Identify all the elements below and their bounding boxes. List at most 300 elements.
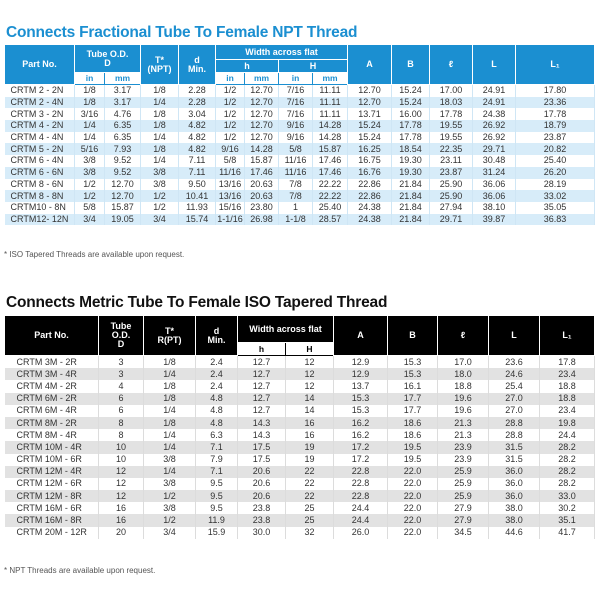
table-cell: 12.70	[245, 132, 279, 144]
table-cell: 11.11	[313, 97, 348, 109]
table-cell: 19.55	[430, 132, 473, 144]
table-cell: 33.0	[540, 490, 595, 502]
table-cell: 24.91	[473, 97, 516, 109]
table-cell: 17.46	[313, 155, 348, 167]
header-tube-od-label: Tube	[110, 321, 132, 331]
table-cell: 22.35	[430, 143, 473, 155]
part-number-cell: CRTM 6M - 4R	[5, 405, 99, 417]
part-number-cell: CRTM 3M - 4R	[5, 368, 99, 380]
table-cell: 11/16	[216, 167, 245, 179]
table-cell: 17.46	[245, 167, 279, 179]
table-cell: 1/8	[75, 85, 105, 97]
table-row	[5, 356, 595, 369]
table-row	[5, 441, 595, 453]
table-cell: 3.04	[179, 108, 216, 120]
table-row	[5, 454, 595, 466]
table-cell: 36.0	[489, 490, 540, 502]
table-cell: 11/16	[279, 167, 313, 179]
part-number-cell: CRTM 6 - 6N	[5, 167, 75, 179]
table-row	[5, 466, 595, 478]
table-cell: 16.76	[348, 167, 392, 179]
header-part-no: Part No.	[5, 45, 75, 85]
table-cell: 3/8	[144, 454, 196, 466]
table-cell: 14.28	[245, 143, 279, 155]
table-cell: 19.30	[392, 167, 430, 179]
table-cell: 9/16	[279, 120, 313, 132]
table-row	[5, 85, 595, 97]
table-cell: 22	[286, 490, 334, 502]
part-number-cell: CRTM 12M - 4R	[5, 466, 99, 478]
table-cell: 5/8	[75, 202, 105, 214]
table-row	[5, 417, 595, 429]
table-cell: 14.3	[238, 417, 286, 429]
table-cell: 28.8	[489, 429, 540, 441]
table-cell: 1/8	[144, 380, 196, 392]
table-cell: 17.5	[238, 454, 286, 466]
section1-footnote: * ISO Tapered Threads are available upon request.	[4, 250, 185, 259]
header-tube-od-symbol: D	[117, 339, 125, 349]
table-cell: 7.93	[105, 143, 141, 155]
table-cell: 12.70	[105, 190, 141, 202]
table-cell: 3/4	[141, 214, 179, 226]
table-cell: 41.7	[540, 527, 595, 539]
table-cell: 23.8	[238, 514, 286, 526]
table-cell: 27.9	[438, 502, 489, 514]
table-cell: 4.76	[105, 108, 141, 120]
header-h-small: h	[216, 60, 279, 73]
table-cell: 25	[286, 502, 334, 514]
part-number-cell: CRTM 8 - 8N	[5, 190, 75, 202]
table-cell: 16	[286, 417, 334, 429]
table-cell: 13/16	[216, 190, 245, 202]
table-cell: 36.0	[489, 478, 540, 490]
table-cell: 1/2	[141, 190, 179, 202]
table-row	[5, 97, 595, 109]
table-cell: 12	[99, 490, 144, 502]
table-cell: 17.8	[540, 356, 595, 369]
table-cell: 26.0	[334, 527, 388, 539]
table-cell: 2.4	[196, 368, 238, 380]
table-cell: 6.35	[105, 132, 141, 144]
table-cell: 7.11	[179, 167, 216, 179]
table-cell: 7/16	[279, 97, 313, 109]
subheader-mm: mm	[105, 73, 141, 85]
table-row	[5, 405, 595, 417]
header-tube-od-sub: O.D.	[111, 330, 131, 340]
table-cell: 19.8	[540, 417, 595, 429]
table-cell: 4	[99, 380, 144, 392]
table-row	[5, 155, 595, 167]
table-cell: 1/2	[141, 202, 179, 214]
table-cell: 7.1	[196, 466, 238, 478]
header-thread-sub: (NPT)	[147, 63, 172, 74]
table-cell: 11.9	[196, 514, 238, 526]
header-width-across-flat: Width across flat	[216, 45, 348, 60]
table-cell: 9.5	[196, 490, 238, 502]
table-cell: 1/2	[75, 179, 105, 191]
table-cell: 23.4	[540, 368, 595, 380]
table-cell: 28.2	[540, 466, 595, 478]
table-cell: 19.6	[438, 393, 489, 405]
part-number-cell: CRTM 6M - 2R	[5, 393, 99, 405]
table-cell: 1/4	[144, 441, 196, 453]
table-cell: 29.71	[430, 214, 473, 226]
table-cell: 36.0	[489, 466, 540, 478]
table-cell: 22	[286, 478, 334, 490]
table-cell: 34.5	[438, 527, 489, 539]
table-cell: 15.9	[196, 527, 238, 539]
table-cell: 9/16	[279, 132, 313, 144]
table-cell: 1	[279, 202, 313, 214]
table-cell: 26.92	[473, 120, 516, 132]
table-cell: 3/8	[75, 167, 105, 179]
table-cell: 12.7	[238, 380, 286, 392]
table-cell: 16	[99, 514, 144, 526]
table-cell: 15.3	[334, 393, 388, 405]
table-cell: 1/4	[141, 132, 179, 144]
header-d-min	[196, 316, 238, 356]
table-cell: 22.8	[334, 490, 388, 502]
table-row	[5, 179, 595, 191]
subheader-in: in	[75, 73, 105, 85]
table-cell: 10.41	[179, 190, 216, 202]
table-cell: 25	[286, 514, 334, 526]
table-row	[5, 368, 595, 380]
table-cell: 1/4	[75, 120, 105, 132]
table-cell: 12.70	[105, 179, 141, 191]
part-number-cell: CRTM 4 - 2N	[5, 120, 75, 132]
table-cell: 22.8	[334, 466, 388, 478]
table-cell: 22.0	[388, 478, 438, 490]
table-cell: 19.6	[438, 405, 489, 417]
table-cell: 28.19	[516, 179, 595, 191]
part-number-cell: CRTM 12M - 6R	[5, 478, 99, 490]
table-cell: 25.40	[516, 155, 595, 167]
part-number-cell: CRTM 8M - 2R	[5, 417, 99, 429]
table-cell: 16.2	[334, 429, 388, 441]
table-cell: 23.4	[540, 405, 595, 417]
header-width-across-flat: Width across flat	[238, 316, 334, 343]
header-l: L	[489, 316, 540, 356]
table-cell: 28.2	[540, 441, 595, 453]
table-row	[5, 393, 595, 405]
table-cell: 25.40	[313, 202, 348, 214]
table-cell: 1/2	[144, 490, 196, 502]
table-cell: 17.00	[430, 85, 473, 97]
table-cell: 25.4	[489, 380, 540, 392]
table-cell: 1/8	[141, 143, 179, 155]
header-thread	[141, 45, 179, 85]
table-cell: 17.78	[516, 108, 595, 120]
header-d-min	[179, 45, 216, 85]
table-cell: 3.17	[105, 97, 141, 109]
table-cell: 17.46	[313, 167, 348, 179]
table-cell: 18.8	[438, 380, 489, 392]
table-cell: 12.7	[238, 405, 286, 417]
table-cell: 1/8	[144, 417, 196, 429]
part-number-cell: CRTM 4M - 2R	[5, 380, 99, 392]
table-row	[5, 380, 595, 392]
table-cell: 14	[286, 405, 334, 417]
part-number-cell: CRTM 12M - 8R	[5, 490, 99, 502]
table-cell: 1/4	[75, 132, 105, 144]
header-a: A	[334, 316, 388, 356]
table-cell: 6.35	[105, 120, 141, 132]
table-cell: 22.8	[334, 478, 388, 490]
table-cell: 19	[286, 454, 334, 466]
table-cell: 12	[286, 368, 334, 380]
table-cell: 12.70	[245, 85, 279, 97]
header-b: B	[388, 316, 438, 356]
table-cell: 36.06	[473, 190, 516, 202]
table-cell: 21.3	[438, 417, 489, 429]
table-cell: 1/4	[144, 466, 196, 478]
table-cell: 12.7	[238, 356, 286, 369]
table-cell: 24.6	[489, 368, 540, 380]
table-cell: 6	[99, 405, 144, 417]
table-cell: 9.5	[196, 502, 238, 514]
table-cell: 23.8	[238, 502, 286, 514]
table-cell: 22.22	[313, 179, 348, 191]
table-cell: 27.0	[489, 405, 540, 417]
table-cell: 1-1/16	[217, 213, 243, 224]
table-cell: 18.54	[392, 143, 430, 155]
table-cell: 12	[286, 380, 334, 392]
header-h-large: H	[279, 60, 348, 73]
table-cell: 4.82	[179, 120, 216, 132]
header-thread-label: T*	[165, 325, 174, 336]
table-cell: 24.38	[348, 202, 392, 214]
table-cell: 24.4	[334, 514, 388, 526]
table-cell: 19.55	[430, 120, 473, 132]
table-cell: 7/16	[279, 85, 313, 97]
table-cell: 15.3	[334, 405, 388, 417]
table-cell: 15.24	[348, 120, 392, 132]
table-cell: 12.7	[238, 368, 286, 380]
table-row	[5, 502, 595, 514]
table-cell: 1/8	[144, 393, 196, 405]
table-cell: 3/8	[141, 179, 179, 191]
part-number-cell: CRTM 20M - 12R	[5, 527, 99, 539]
table-cell: 12	[286, 356, 334, 369]
header-b: B	[392, 45, 430, 85]
header-d-label: d	[194, 54, 200, 65]
table-cell: 15/16	[216, 202, 245, 214]
table-row	[5, 429, 595, 441]
table-cell: 17.78	[392, 120, 430, 132]
table-cell: 6.3	[196, 429, 238, 441]
part-number-cell: CRTM 16M - 8R	[5, 514, 99, 526]
table-cell: 11.11	[313, 108, 348, 120]
table-cell: 1/2	[75, 190, 105, 202]
table-row	[5, 132, 595, 144]
table-cell: 14.28	[313, 132, 348, 144]
table-row	[5, 514, 595, 526]
table-cell: 1/2	[216, 97, 245, 109]
table-cell: 16.00	[392, 108, 430, 120]
header-l-small: ℓ	[430, 45, 473, 85]
header-h-large: H	[286, 343, 334, 356]
table-cell: 17.7	[388, 393, 438, 405]
header-l-small: ℓ	[438, 316, 489, 356]
table-cell: 9/16	[216, 143, 245, 155]
table-cell: 18.79	[516, 120, 595, 132]
header-l1: L₁	[540, 316, 595, 356]
part-number-cell: CRTM 3M - 2R	[5, 356, 99, 369]
table-cell: 23.87	[430, 167, 473, 179]
table-cell: 3.17	[105, 85, 141, 97]
table-cell: 4.8	[196, 393, 238, 405]
table-cell: 12.70	[348, 85, 392, 97]
table-cell: 15.3	[388, 368, 438, 380]
table-cell: 7/8	[279, 190, 313, 202]
table-cell: 8	[99, 417, 144, 429]
table-cell: 13/16	[216, 179, 245, 191]
table-cell: 23.80	[245, 202, 279, 214]
table-cell: 18.0	[438, 368, 489, 380]
table-cell: 17.7	[388, 405, 438, 417]
table-cell: 20.63	[245, 190, 279, 202]
table-cell: 1/4	[144, 368, 196, 380]
header-tube-od	[75, 45, 141, 73]
table-cell: 15.87	[105, 202, 141, 214]
table-cell: 18.6	[388, 417, 438, 429]
table-cell: 18.6	[388, 429, 438, 441]
table-cell: 1/2	[144, 514, 196, 526]
table-cell: 11.93	[179, 202, 216, 214]
table-cell: 5/16	[75, 143, 105, 155]
table-cell: 28.57	[313, 214, 348, 226]
subheader-in: in	[216, 73, 245, 85]
table-row	[5, 190, 595, 202]
table-cell: 39.87	[473, 214, 516, 226]
table-cell: 13.71	[348, 108, 392, 120]
table-cell: 27.9	[438, 514, 489, 526]
table-cell: 12	[99, 478, 144, 490]
table-cell: 1/4	[144, 405, 196, 417]
table-cell: 22.0	[388, 514, 438, 526]
table-cell: 12.70	[245, 108, 279, 120]
part-number-cell: CRTM 8M - 4R	[5, 429, 99, 441]
table-cell: 15.74	[179, 214, 216, 226]
table-cell: 9.5	[196, 478, 238, 490]
table-cell: 7.9	[196, 454, 238, 466]
table-cell: 20.63	[245, 179, 279, 191]
header-thread-sub: R(PT)	[157, 334, 182, 345]
section2-title: Connects Metric Tube To Female ISO Tapered Thread	[6, 294, 388, 311]
table-cell: 1/8	[75, 97, 105, 109]
table-cell: 1/8	[144, 356, 196, 369]
table-cell: 14.28	[313, 120, 348, 132]
table-cell: 4.8	[196, 405, 238, 417]
table-cell: 31.5	[489, 441, 540, 453]
table-cell: 25.90	[430, 190, 473, 202]
table-cell: 20.6	[238, 490, 286, 502]
table-cell: 7/16	[279, 108, 313, 120]
table-cell: 44.6	[489, 527, 540, 539]
part-number-cell: CRTM 8 - 6N	[5, 179, 75, 191]
table-cell: 23.11	[430, 155, 473, 167]
metric-tube-rows	[5, 356, 595, 539]
table-row	[5, 143, 595, 155]
table-cell: 7.11	[179, 155, 216, 167]
table-cell: 35.1	[540, 514, 595, 526]
table-cell: 25.90	[430, 179, 473, 191]
part-number-cell: CRTM 2 - 4N	[5, 97, 75, 109]
table-cell: 2.28	[179, 97, 216, 109]
table-cell: 17.2	[334, 454, 388, 466]
table-cell: 21.84	[392, 190, 430, 202]
table-cell: 22.0	[388, 527, 438, 539]
table-cell: 3	[99, 356, 144, 369]
table-row	[5, 120, 595, 132]
table-cell: 3/16	[75, 108, 105, 120]
table-cell: 7/8	[279, 179, 313, 191]
metric-tube-table	[4, 315, 595, 539]
table-cell: 35.05	[516, 202, 595, 214]
table-cell: 25.9	[438, 478, 489, 490]
header-tube-od	[99, 316, 144, 356]
table-row	[5, 478, 595, 490]
table-cell: 32	[286, 527, 334, 539]
table-cell: 15.87	[245, 155, 279, 167]
table-cell: 4.82	[179, 143, 216, 155]
table-cell: 24.4	[334, 502, 388, 514]
table-cell: 23.87	[516, 132, 595, 144]
header-l1: L₁	[516, 45, 595, 85]
table-cell: 1/8	[141, 120, 179, 132]
table-cell: 24.38	[473, 108, 516, 120]
table-cell: 3/4	[144, 527, 196, 539]
table-cell: 25.9	[438, 490, 489, 502]
table-cell: 38.0	[489, 514, 540, 526]
header-l: L	[473, 45, 516, 85]
table-cell: 16	[286, 429, 334, 441]
header-thread	[144, 316, 196, 356]
table-cell: 19.5	[388, 454, 438, 466]
table-cell: 21.84	[392, 202, 430, 214]
table-cell: 22.0	[388, 502, 438, 514]
table-cell: 22.22	[313, 190, 348, 202]
table-cell: 15.24	[348, 132, 392, 144]
table-cell: 38.0	[489, 502, 540, 514]
table-cell: 1/4	[141, 97, 179, 109]
table-cell: 18.03	[430, 97, 473, 109]
table-cell: 24.91	[473, 85, 516, 97]
table-cell: 3/8	[141, 167, 179, 179]
table-cell: 8	[99, 429, 144, 441]
table-cell: 31.5	[489, 454, 540, 466]
table-cell: 30.2	[540, 502, 595, 514]
table-row	[5, 108, 595, 120]
table-row	[5, 167, 595, 179]
header-thread-label: T*	[155, 54, 164, 65]
table-cell: 38.10	[473, 202, 516, 214]
table-cell: 28.8	[489, 417, 540, 429]
table-cell: 23.9	[438, 441, 489, 453]
table-cell: 11/16	[279, 155, 313, 167]
table-cell: 4.8	[196, 417, 238, 429]
table-cell: 19.05	[105, 214, 141, 226]
table-row	[5, 214, 595, 226]
table-cell: 16.75	[348, 155, 392, 167]
table-cell: 15.24	[392, 97, 430, 109]
subheader-in: in	[279, 73, 313, 85]
part-number-cell: CRTM 6 - 4N	[5, 155, 75, 167]
table-cell: 29.71	[473, 143, 516, 155]
subheader-mm: mm	[245, 73, 279, 85]
table-cell: 12.70	[245, 97, 279, 109]
